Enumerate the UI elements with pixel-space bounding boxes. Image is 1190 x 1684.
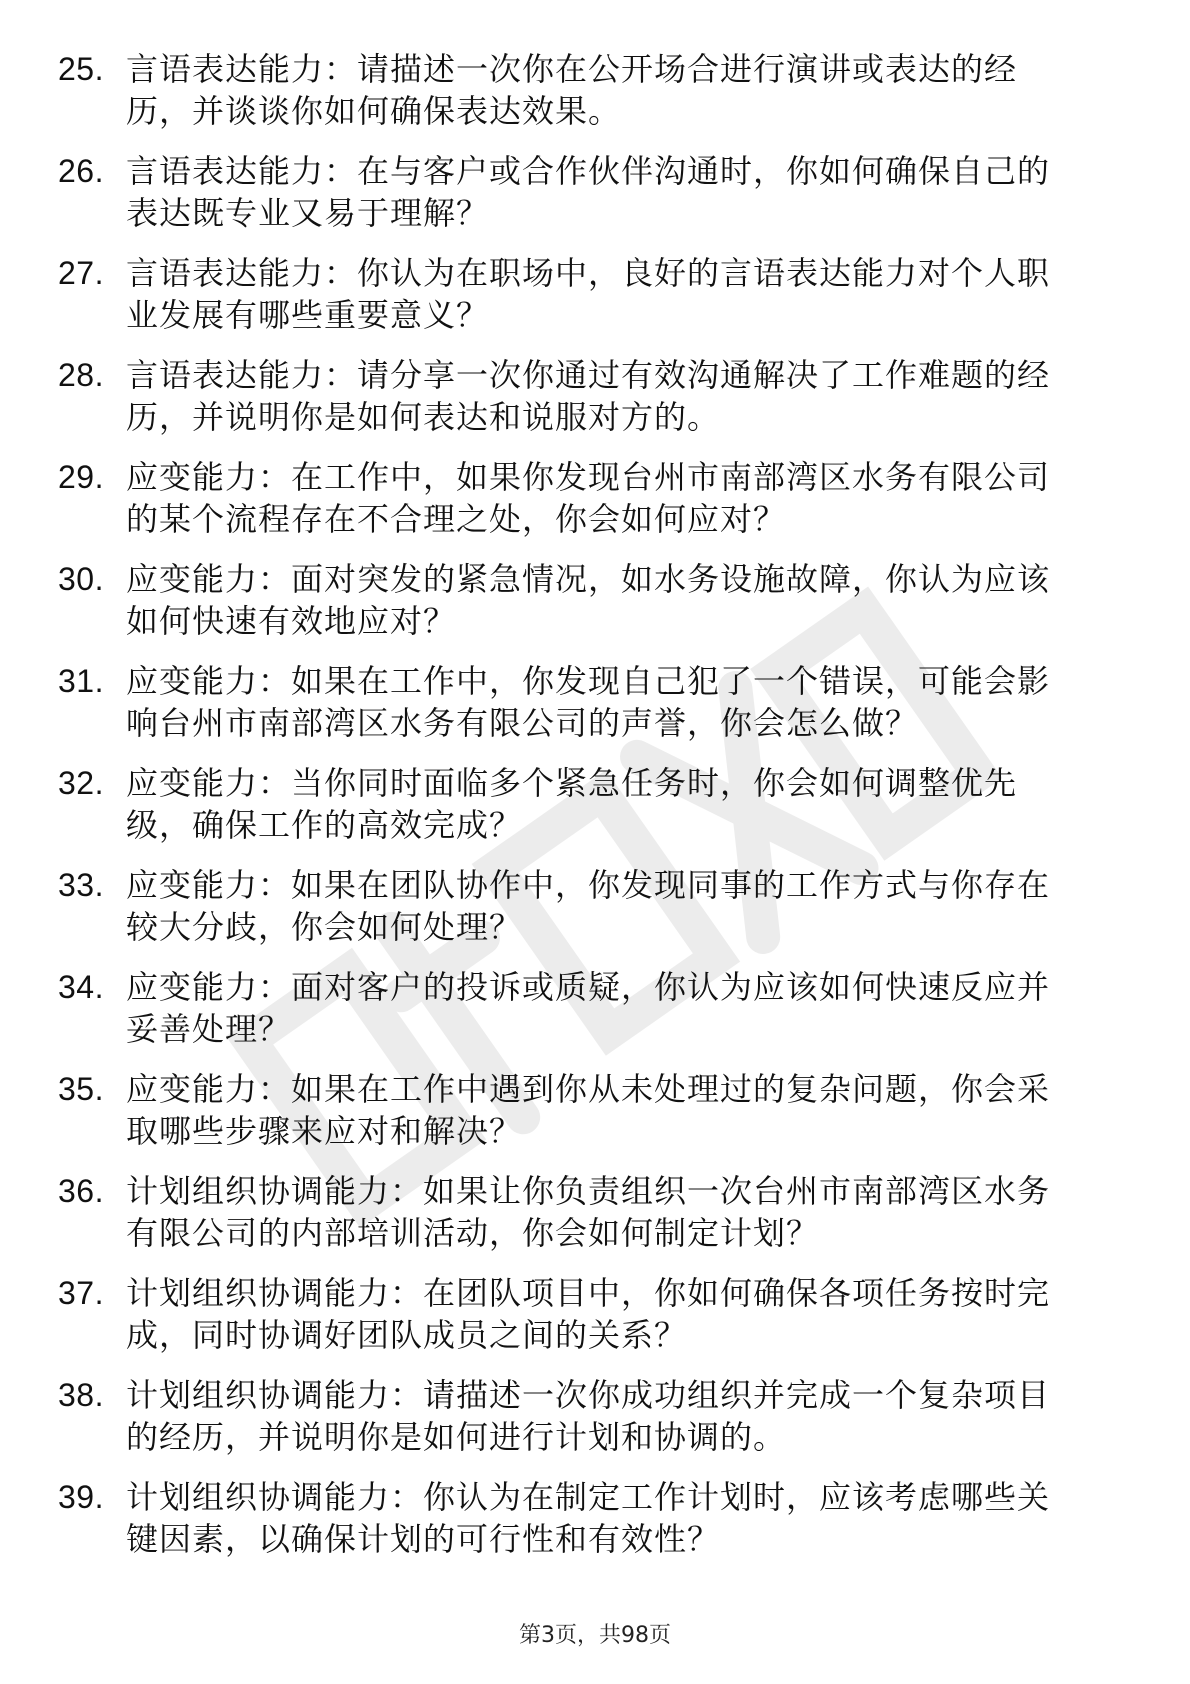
- question-text-line: 妥善处理？: [126, 1010, 292, 1048]
- question-text-line: 的某个流程存在不合理之处，你会如何应对？: [126, 500, 787, 538]
- question-number: 28.: [58, 357, 104, 393]
- question-item: [0, 762, 1190, 864]
- question-text-line: 应变能力：如果在工作中，你发现自己犯了一个错误，可能会影: [126, 662, 1051, 700]
- page-footer: 第3页，共98页: [519, 1623, 671, 1648]
- question-text-line: 如何快速有效地应对？: [126, 602, 457, 640]
- question-text: [126, 558, 1126, 642]
- question-text-line: 言语表达能力：请分享一次你通过有效沟通解决了工作难题的经: [126, 356, 1051, 394]
- question-text-line: 有限公司的内部培训活动，你会如何制定计划？: [126, 1214, 820, 1252]
- question-text: [126, 1374, 1126, 1458]
- question-item: [0, 252, 1190, 354]
- question-text-line: 应变能力：当你同时面临多个紧急任务时，你会如何调整优先: [126, 764, 1018, 802]
- question-text-line: 表达既专业又易于理解？: [126, 194, 490, 232]
- question-item: [0, 966, 1190, 1068]
- question-item: [0, 354, 1190, 456]
- question-text: [126, 966, 1126, 1050]
- question-text-line: 计划组织协调能力：你认为在制定工作计划时，应该考虑哪些关: [126, 1478, 1051, 1516]
- question-item: [0, 1476, 1190, 1578]
- question-text: [126, 762, 1126, 846]
- question-text-line: 应变能力：如果在工作中遇到你从未处理过的复杂问题，你会采: [126, 1070, 1051, 1108]
- question-text-line: 言语表达能力：你认为在职场中，良好的言语表达能力对个人职: [126, 254, 1051, 292]
- question-text: [126, 456, 1126, 540]
- question-text: [126, 1476, 1126, 1560]
- question-item: [0, 48, 1190, 150]
- question-text: [126, 1272, 1126, 1356]
- question-text: [126, 48, 1126, 132]
- question-item: [0, 558, 1190, 660]
- question-text: [126, 660, 1126, 744]
- question-item: [0, 1272, 1190, 1374]
- question-item: [0, 1374, 1190, 1476]
- question-number: 30.: [58, 561, 104, 597]
- question-text-line: 业发展有哪些重要意义？: [126, 296, 490, 334]
- question-number: 39.: [58, 1479, 104, 1515]
- question-text-line: 历，并谈谈你如何确保表达效果。: [126, 92, 622, 130]
- question-number: 27.: [58, 255, 104, 291]
- question-text: [126, 354, 1126, 438]
- question-item: [0, 1170, 1190, 1272]
- question-text-line: 响台州市南部湾区水务有限公司的声誉，你会怎么做？: [126, 704, 919, 742]
- question-item: [0, 150, 1190, 252]
- question-text-line: 键因素，以确保计划的可行性和有效性？: [126, 1520, 721, 1558]
- question-text-line: 应变能力：面对客户的投诉或质疑，你认为应该如何快速反应并: [126, 968, 1051, 1006]
- question-item: [0, 1068, 1190, 1170]
- question-text-line: 言语表达能力：请描述一次你在公开场合进行演讲或表达的经: [126, 50, 1018, 88]
- question-text-line: 应变能力：在工作中，如果你发现台州市南部湾区水务有限公司: [126, 458, 1051, 496]
- question-list: [0, 48, 1190, 1578]
- question-text-line: 计划组织协调能力：如果让你负责组织一次台州市南部湾区水务: [126, 1172, 1051, 1210]
- question-text-line: 级，确保工作的高效完成？: [126, 806, 523, 844]
- question-number: 36.: [58, 1173, 104, 1209]
- question-number: 26.: [58, 153, 104, 189]
- question-item: [0, 660, 1190, 762]
- question-text-line: 计划组织协调能力：请描述一次你成功组织并完成一个复杂项目: [126, 1376, 1051, 1414]
- question-text-line: 成，同时协调好团队成员之间的关系？: [126, 1316, 688, 1354]
- question-text-line: 言语表达能力：在与客户或合作伙伴沟通时，你如何确保自己的: [126, 152, 1051, 190]
- question-number: 31.: [58, 663, 104, 699]
- question-text-line: 的经历，并说明你是如何进行计划和协调的。: [126, 1418, 787, 1456]
- question-number: 38.: [58, 1377, 104, 1413]
- question-text-line: 取哪些步骤来应对和解决？: [126, 1112, 523, 1150]
- question-text-line: 较大分歧，你会如何处理？: [126, 908, 523, 946]
- question-text-line: 计划组织协调能力：在团队项目中，你如何确保各项任务按时完: [126, 1274, 1051, 1312]
- question-text: [126, 150, 1126, 234]
- question-number: 25.: [58, 51, 104, 87]
- question-number: 37.: [58, 1275, 104, 1311]
- question-item: [0, 864, 1190, 966]
- question-text-line: 应变能力：面对突发的紧急情况，如水务设施故障，你认为应该: [126, 560, 1051, 598]
- question-number: 32.: [58, 765, 104, 801]
- question-number: 29.: [58, 459, 104, 495]
- question-number: 33.: [58, 867, 104, 903]
- question-text: [126, 864, 1126, 948]
- question-number: 34.: [58, 969, 104, 1005]
- question-text: [126, 252, 1126, 336]
- question-text-line: 历，并说明你是如何表达和说服对方的。: [126, 398, 721, 436]
- question-item: [0, 456, 1190, 558]
- question-number: 35.: [58, 1071, 104, 1107]
- question-text: [126, 1170, 1126, 1254]
- question-text: [126, 1068, 1126, 1152]
- question-text-line: 应变能力：如果在团队协作中，你发现同事的工作方式与你存在: [126, 866, 1051, 904]
